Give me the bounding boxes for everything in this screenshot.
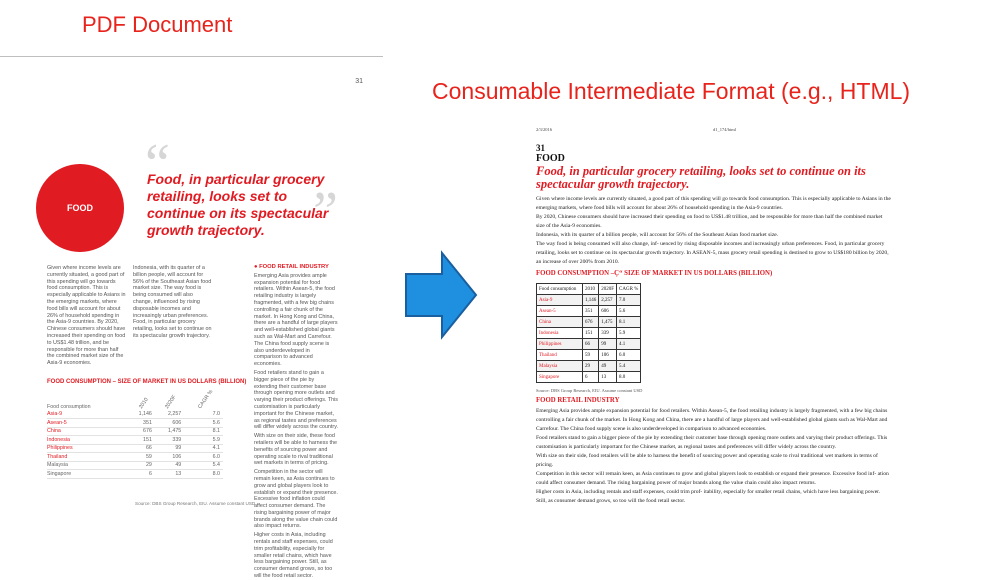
html-table-row xyxy=(537,350,641,361)
pdf-table-cell: 676 xyxy=(126,427,155,436)
html-table-title: FOOD CONSUMPTION –Ç“ SIZE OF MARKET IN US DOLLARS (BILLION) xyxy=(536,270,773,277)
html-format-header: Consumable Intermediate Format (e.g., HTML) xyxy=(432,78,911,104)
pdf-retail-paragraph: Emerging Asia provides ample expansion potential for food retailers. Within Asean-5, the food retailing industry is largely fragmented, with a few big chains controlling a fair chunk of the market. In Hong Kong and China, there are a handful of large players and well-established global giants such as Wal-Mart and Carrefour. The China food supply scene is also underdeveloped in comparison to advanced economies. xyxy=(254,272,338,368)
html-table-cell: 351 xyxy=(583,306,599,317)
html-table-cell: 5.4 xyxy=(617,361,641,372)
html-table-cell: Singapore xyxy=(537,372,583,383)
pdf-retail-heading: ● FOOD RETAIL INDUSTRY xyxy=(254,264,329,270)
html-table-row xyxy=(537,306,641,317)
pdf-table-title: FOOD CONSUMPTION – SIZE OF MARKET IN US DOLLARS (BILLION) xyxy=(47,379,247,385)
pdf-retail-paragraph: Higher costs in Asia, including rentals and staff expenses, could trim profitability, especially for smaller retail chains, which have less bargaining power. Still, as consumer demand grows, so too will the food retail sector. xyxy=(254,532,333,580)
html-paragraph: Given where income levels are currently situated, a good part of this spending will go towards food consumption. This is especially applicable to Asians in the emerging markets, where food bills will account for about 26% of household spending in the Asia-9 countries. xyxy=(536,196,891,211)
html-table-cell: 59 xyxy=(583,350,599,361)
html-table-cell: 1,146 xyxy=(583,295,599,306)
pdf-table-row xyxy=(47,461,223,470)
pdf-headline: Food, in particular grocery retailing, looks set to continue on its spectacular growth trajectory. xyxy=(147,171,329,238)
html-table-cell: 8.0 xyxy=(617,372,641,383)
pdf-document-header: PDF Document xyxy=(82,12,233,37)
pdf-table-cell: 5.6 xyxy=(184,419,223,428)
pdf-table-cell: 5.9 xyxy=(184,436,223,445)
html-table-header: 2020F xyxy=(599,284,617,295)
quote-close-mark: ” xyxy=(313,181,338,243)
html-table-header: 2010 xyxy=(583,284,599,295)
pdf-table-cell: 1,146 xyxy=(126,410,155,419)
pdf-table-cell: 8.0 xyxy=(184,470,223,479)
pdf-retail-paragraph: Food retailers stand to gain a bigger piece of the pie by extending their customer base through opening more outlets and varying their product offerings. This customisation is particularly important for the Chinese market, as regional tastes and preferences will differ widely across the country. xyxy=(254,369,338,431)
pdf-table-row xyxy=(47,453,223,462)
html-table-cell: 66 xyxy=(583,339,599,350)
html-table-cell: Asean-5 xyxy=(537,306,583,317)
pdf-table-cell: 59 xyxy=(126,453,155,462)
pdf-table-cell: 66 xyxy=(126,444,155,453)
html-table-body xyxy=(537,295,641,383)
html-table-cell: 2,257 xyxy=(599,295,617,306)
pdf-table-row xyxy=(47,470,223,479)
right-arrow-shape xyxy=(406,253,476,337)
right-arrow-icon xyxy=(404,250,478,340)
html-meta-date: 2/3/2016 xyxy=(536,127,553,132)
pdf-table-cell: 7.0 xyxy=(184,410,223,419)
html-table-header: Food consumption xyxy=(537,284,583,295)
pdf-table-header: 2010 xyxy=(138,396,150,410)
pdf-table-row xyxy=(47,427,223,436)
html-body-top xyxy=(536,195,891,267)
pdf-retail-paragraph: Competition in the sector will remain keen, as Asia continues to grow and global players look to establish or expand their presence. Excessive food inflation could affect consumer demand. The rising bargaining power of major brands along the value chain could also impact returns. xyxy=(254,469,338,530)
html-table-row xyxy=(537,328,641,339)
pdf-table-body xyxy=(47,410,223,478)
html-table-cell: 106 xyxy=(599,350,617,361)
html-paragraph: Competition in this sector will remain keen, as Asia continues to grow and global players look to establish or expand their presence. Excessive food inf- ation could affect consumer demand. The rising bargaining power of major brands along the value chain could also impact returns. xyxy=(536,471,889,486)
html-table-header: CAGR % xyxy=(617,284,641,295)
html-table-cell: 8.1 xyxy=(617,317,641,328)
html-page xyxy=(528,123,998,527)
pdf-table-cell: Singapore xyxy=(47,470,126,479)
html-table-cell: Indonesia xyxy=(537,328,583,339)
pdf-table-row xyxy=(47,419,223,428)
pdf-column-3 xyxy=(254,264,338,580)
html-table-cell: 339 xyxy=(599,328,617,339)
html-paragraph: By 2020, Chinese consumers should have increased their spending on food to US$1.48 trillion, and be responsible for more than half the combined market size of the Asia-9 economies. xyxy=(536,214,883,229)
pdf-table-cell: Malaysia xyxy=(47,461,126,470)
pdf-table-cell: China xyxy=(47,427,126,436)
html-paragraph: Food retailers stand to gain a bigger piece of the pie by extending their customer base through opening more outlets and varying their product offerings. This customisation is particularly important for the Chinese market, as regional tastes and preferences will differ widely across the country. xyxy=(536,435,888,450)
html-paragraph: Emerging Asia provides ample expansion potential for food retailers. Within Asean-5, the food retailing industry is largely fragmented, with a few big chains controlling a fair chunk of the market. In Hong Kong and China, there are a handful of large players and well-established global giants such as Wal-Mart and Carrefour. The China food supply scene is also underdeveloped in comparison to advanced economies. xyxy=(536,408,888,432)
html-table-row xyxy=(537,295,641,306)
pdf-table-row xyxy=(47,410,223,419)
html-table-cell: Malaysia xyxy=(537,361,583,372)
pdf-table-cell: 151 xyxy=(126,436,155,445)
html-table-cell: 13 xyxy=(599,372,617,383)
pdf-table-header: 2020F xyxy=(164,394,178,410)
pdf-page-number: 31 xyxy=(355,78,363,85)
pdf-table-cell: Asia-9 xyxy=(47,410,126,419)
html-table-cell: Asia-9 xyxy=(537,295,583,306)
pdf-table-cell: 49 xyxy=(155,461,184,470)
pdf-table-cell: 99 xyxy=(155,444,184,453)
pdf-table-cell: 6 xyxy=(126,470,155,479)
html-table-cell: 606 xyxy=(599,306,617,317)
html-body-bottom xyxy=(536,407,891,506)
html-table-cell: 1,475 xyxy=(599,317,617,328)
pdf-table-cell: Thailand xyxy=(47,453,126,462)
html-table-cell: 29 xyxy=(583,361,599,372)
html-table-cell: 151 xyxy=(583,328,599,339)
html-food-table xyxy=(536,283,641,383)
pdf-page xyxy=(0,56,383,580)
html-table-cell: 49 xyxy=(599,361,617,372)
pdf-table-cell: Asean-5 xyxy=(47,419,126,428)
pdf-table-row xyxy=(47,436,223,445)
pdf-table-cell: 2,257 xyxy=(155,410,184,419)
food-badge: FOOD xyxy=(36,164,124,252)
quote-open-mark: “ xyxy=(145,133,170,195)
html-paragraph: The way food is being consumed will also change, inf- uenced by rising disposable incomes and increasingly urban preferences. Food, in particular grocery retailing, looks set to continue on its spectacular growth trajectory. In ASEAN-5, mass grocery retail spending is destined to grow to US$180 billion by 2020, an increase of over 200% from 2010. xyxy=(536,241,889,265)
html-retail-heading: FOOD RETAIL INDUSTRY xyxy=(536,397,620,404)
pdf-table-cell: 6.0 xyxy=(184,453,223,462)
html-table-cell: 5.6 xyxy=(617,306,641,317)
html-table-cell: 5.9 xyxy=(617,328,641,339)
html-source-note: Source: DBS Group Research, EIU. Assume constant USD xyxy=(536,388,643,393)
pdf-table-cell: 13 xyxy=(155,470,184,479)
pdf-table-cell: 1,475 xyxy=(155,427,184,436)
pdf-source-note: Source: DBS Group Research, EIU. Assume constant USD xyxy=(135,501,256,506)
html-table-cell: Thailand xyxy=(537,350,583,361)
html-paragraph: Indonesia, with its quarter of a billion people, will account for 56% of the Southeast Asian food market size. xyxy=(536,232,779,238)
pdf-table-cell: 8.1 xyxy=(184,427,223,436)
html-table-row xyxy=(537,372,641,383)
pdf-table-row xyxy=(47,444,223,453)
html-headline: Food, in particular grocery retailing, looks set to continue on its spectacular growth trajectory. xyxy=(536,164,866,191)
pdf-table-cell: 351 xyxy=(126,419,155,428)
html-table-row xyxy=(537,361,641,372)
html-paragraph: Higher costs in Asia, including rentals and staff expenses, could trim prof- itability, especially for smaller retail chains, which have less bargaining power. Still, as consumer demand grows, so too will the food retail sector. xyxy=(536,489,881,504)
html-table-row xyxy=(537,339,641,350)
pdf-column-1: Given where income levels are currently situated, a good part of this spending will go towards food consumption. This is especially applicable to Asians in the emerging markets, where food bills will account for about 26% of household spending in the Asia-9 countries. By 2020, Chinese consumers should have increased their spending on food to US$1.48 trillion, and be responsible for more than half the combined market size of the Asia-9 economies. xyxy=(47,265,126,367)
html-section-heading: FOOD xyxy=(536,153,565,164)
html-page-number: 31 xyxy=(536,143,545,153)
html-table-cell: 99 xyxy=(599,339,617,350)
html-table-cell: China xyxy=(537,317,583,328)
pdf-table-cell: Philippines xyxy=(47,444,126,453)
pdf-table-cell: 339 xyxy=(155,436,184,445)
pdf-table-cell: 106 xyxy=(155,453,184,462)
pdf-page-edge xyxy=(0,56,383,57)
html-paragraph: With size on their side, food retailers will be able to harness the benefit of sourcing power and operating scale to rival traditional wet markets in terms of pricing. xyxy=(536,453,878,468)
html-table-cell: 6 xyxy=(583,372,599,383)
pdf-table-cell: 5.4 xyxy=(184,461,223,470)
pdf-retail-paragraph: With size on their side, these food retailers will be able to harness the benefits of sourcing power and operating scale to rival traditional wet markets in terms of pricing. xyxy=(254,433,337,467)
pdf-table-header: CAGR % xyxy=(196,388,214,410)
html-table-row xyxy=(537,317,641,328)
html-table-cell: 7.0 xyxy=(617,295,641,306)
pdf-table-cell: 29 xyxy=(126,461,155,470)
html-table-cell: 4.1 xyxy=(617,339,641,350)
pdf-table-cell: Indonesia xyxy=(47,436,126,445)
html-table-cell: 6.0 xyxy=(617,350,641,361)
html-table-cell: Philippines xyxy=(537,339,583,350)
pdf-table-cell: 4.1 xyxy=(184,444,223,453)
pdf-table-header: Food consumption xyxy=(47,404,91,410)
html-meta-file: d1_174/html xyxy=(713,127,737,132)
pdf-food-table xyxy=(47,388,223,479)
pdf-column-2: Indonesia, with its quarter of a billion people, will account for 56% of the Southeast Asian food market size. The way food is being consumed will also change, influenced by rising disposable incomes and increasingly urban preferences. Food, in particular grocery retailing, looks set to continue on its spectacular growth trajectory. xyxy=(133,265,212,339)
html-table-cell: 676 xyxy=(583,317,599,328)
pdf-table-cell: 606 xyxy=(155,419,184,428)
